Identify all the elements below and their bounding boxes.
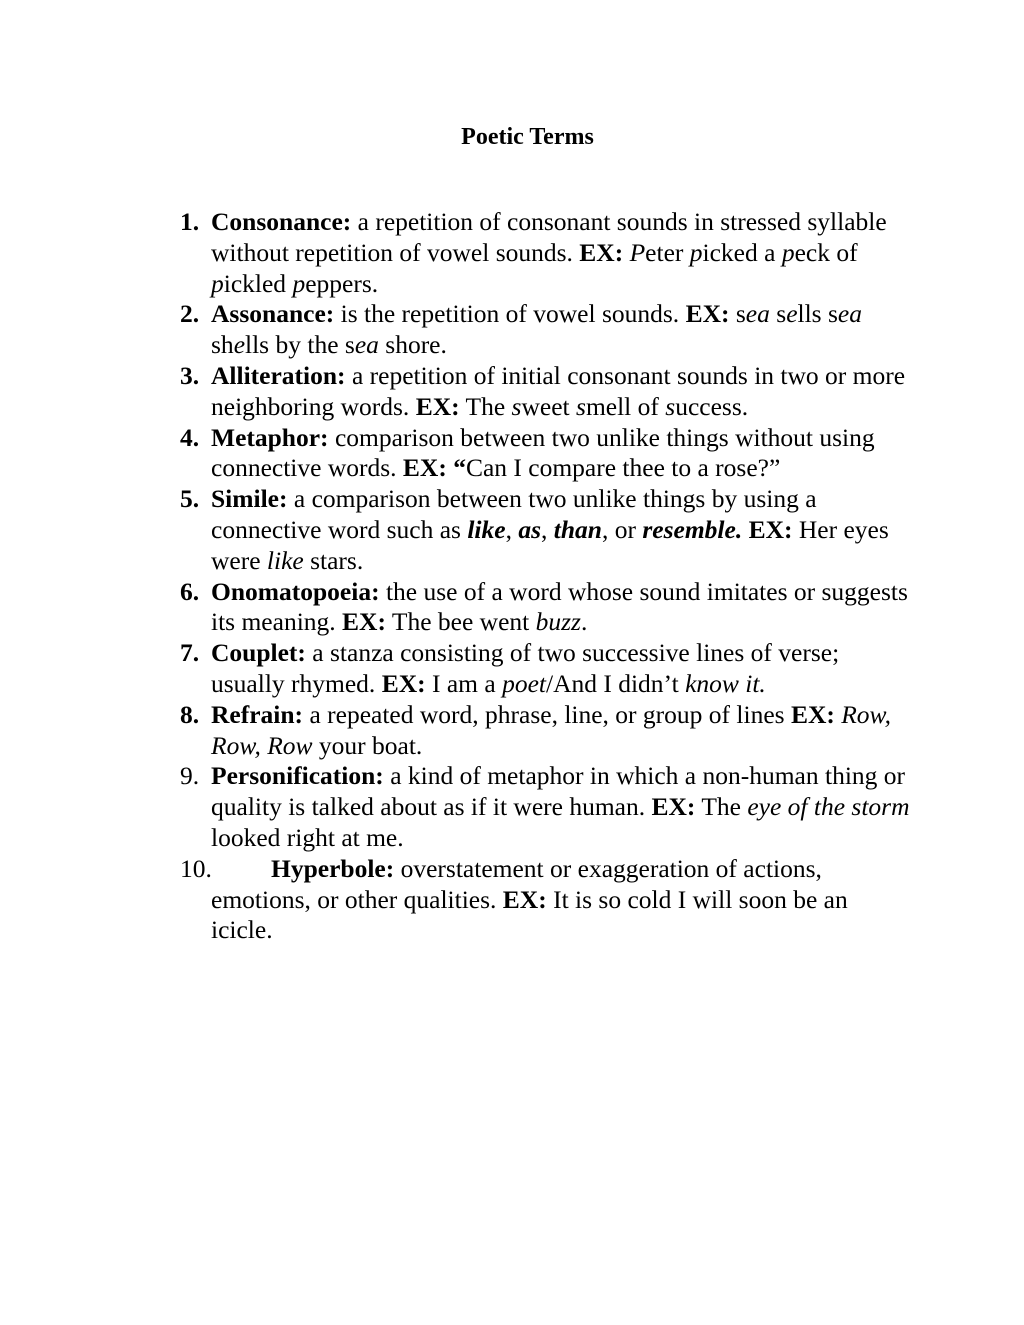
term-definition: a stanza consisting of two successive lines of verse; usually rhymed. — [211, 638, 840, 698]
list-item — [180, 699, 911, 762]
example-segment: eter — [645, 237, 690, 267]
example-segment: eppers. — [305, 268, 379, 298]
example-segment: Her eyes were — [211, 514, 889, 575]
term-number: 6. — [180, 576, 200, 606]
term-definition: a comparison between two unlike things by using a connective word such as — [211, 484, 817, 544]
example-segment: eck of — [794, 237, 858, 267]
definition-segment: than — [553, 514, 602, 544]
term-number: 7. — [180, 638, 200, 668]
example-segment: ea — [354, 330, 379, 360]
example-segment: ea — [837, 299, 862, 329]
example-segment: s — [665, 391, 676, 421]
term-name: Personification: — [211, 761, 384, 791]
list-item — [180, 638, 911, 700]
term-definition: comparison between two unlike things without using connective words. — [211, 422, 875, 483]
terms-list — [180, 207, 911, 946]
term-definition: overstatement or exaggeration of actions, emotions, or other qualities. — [211, 853, 822, 914]
example-segment: lls s — [797, 299, 838, 329]
example-label: EX: — [415, 391, 460, 421]
list-item — [180, 484, 911, 576]
example-label: EX: — [790, 699, 835, 729]
example-segment: buzz — [535, 607, 581, 637]
example-segment: uccess. — [675, 391, 749, 421]
example-label: EX: — [381, 668, 426, 698]
term-number: 8. — [180, 699, 200, 729]
example-segment: ea — [745, 299, 770, 329]
example-segment: p — [689, 237, 703, 267]
list-item — [180, 853, 911, 946]
example-segment: your boat. — [312, 730, 423, 760]
example-segment: s — [576, 391, 586, 421]
page-title: Poetic Terms — [461, 124, 594, 150]
term-number: 3. — [180, 360, 200, 390]
list-item — [180, 207, 911, 299]
list-item — [180, 360, 911, 423]
example-segment: s — [729, 299, 746, 329]
term-name: Simile: — [211, 484, 288, 514]
term-definition: a repeated word, phrase, line, or group of lines — [303, 699, 791, 729]
example-segment: The — [695, 792, 748, 822]
example-segment: like — [266, 545, 304, 575]
example-segment: /And I didn’t — [545, 668, 686, 698]
example-label: EX: — [579, 237, 624, 267]
list-item — [180, 422, 911, 485]
example-segment: The bee went — [385, 607, 536, 637]
term-definition: a repetition of initial consonant sounds in two or more neighboring words. — [211, 360, 906, 421]
example-segment: stars. — [303, 545, 364, 575]
example-segment: shore. — [378, 330, 447, 360]
term-definition: is the repetition of vowel sounds. — [334, 299, 686, 329]
example-segment: It is so cold I will soon be an icicle. — [211, 884, 848, 945]
example-segment: p — [292, 268, 306, 298]
example-segment: Can I compare thee to a rose?” — [465, 453, 781, 483]
example-label: EX: — [685, 299, 730, 329]
term-name: Couplet: — [211, 638, 306, 668]
example-segment: sh — [211, 330, 234, 360]
list-item — [180, 761, 911, 853]
definition-segment: as — [518, 514, 542, 544]
example-segment: lls by the s — [245, 330, 355, 360]
example-label: EX: — [402, 453, 447, 483]
example-segment: e — [786, 299, 798, 329]
example-segment: The — [459, 391, 512, 421]
example-label: EX: — [651, 792, 696, 822]
term-number: 10. — [180, 853, 212, 883]
example-segment: Row, Row, Row — [211, 699, 892, 760]
term-name: Refrain: — [211, 699, 304, 729]
example-segment: ickled — [223, 268, 293, 298]
term-name: Alliteration: — [211, 360, 346, 390]
term-definition: a repetition of consonant sounds in stressed syllable without repetition of vowel sounds. — [211, 207, 887, 267]
term-number: 2. — [180, 299, 200, 329]
list-item — [180, 299, 911, 361]
term-definition: a kind of metaphor in which a non-human thing or quality is talked about as if it were human. — [211, 761, 906, 822]
term-name: Onomatopoeia: — [211, 576, 380, 606]
example-segment: know it. — [685, 668, 766, 698]
example-segment: P — [629, 237, 646, 267]
term-name: Hyperbole: — [271, 853, 395, 883]
example-label: EX: — [502, 884, 547, 914]
definition-segment: resemble. — [642, 514, 743, 544]
example-segment: e — [233, 330, 246, 360]
example-segment: poet — [502, 668, 546, 698]
term-definition: the use of a word whose sound imitates or suggests its meaning. — [211, 576, 908, 637]
definition-segment: like — [467, 514, 506, 544]
example-segment: . — [580, 607, 588, 637]
definition-segment: , — [505, 514, 519, 544]
term-name: Assonance: — [211, 299, 335, 329]
definition-segment: , or — [601, 514, 643, 544]
term-number: 1. — [180, 207, 200, 236]
example-segment: “ — [453, 453, 466, 483]
term-name: Metaphor: — [211, 422, 329, 452]
example-segment: looked right at me. — [211, 822, 404, 852]
example-segment: p — [781, 237, 795, 267]
example-segment: s — [769, 299, 787, 329]
example-segment: s — [511, 391, 522, 421]
example-segment: eye of the storm — [747, 792, 910, 822]
example-segment: mell of — [585, 391, 666, 421]
term-number: 9. — [180, 761, 200, 791]
term-number: 4. — [180, 422, 200, 452]
example-segment: weet — [521, 391, 576, 421]
term-number: 5. — [180, 484, 200, 514]
example-label: EX: — [342, 607, 386, 637]
definition-segment: , — [541, 514, 554, 544]
example-segment: p — [211, 268, 224, 298]
example-segment: icked a — [702, 237, 782, 267]
example-segment: I am a — [425, 668, 503, 698]
list-item — [180, 576, 911, 639]
example-label: EX: — [748, 514, 793, 544]
term-name: Consonance: — [211, 207, 352, 236]
